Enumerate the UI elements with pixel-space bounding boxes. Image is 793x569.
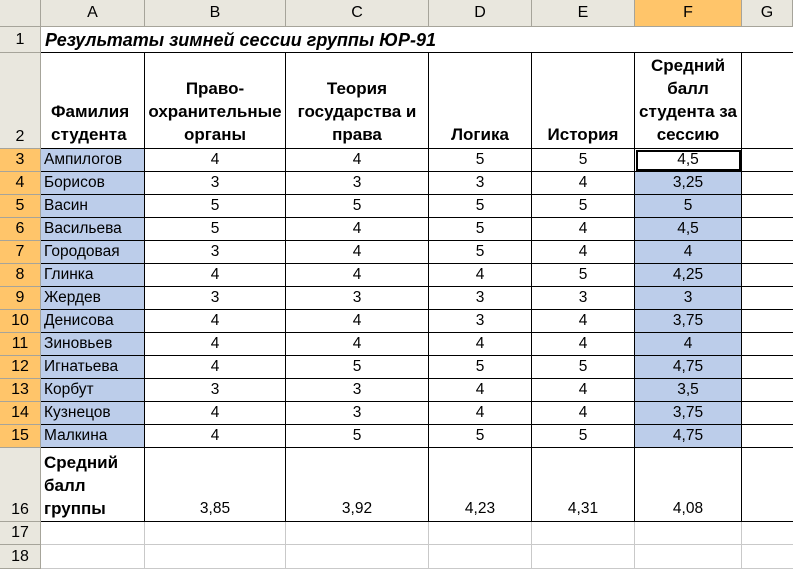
row-header-2[interactable]: 2 xyxy=(0,53,41,149)
average-cell[interactable]: 4,75 xyxy=(635,356,742,379)
grade-cell[interactable]: 5 xyxy=(286,425,429,448)
average-cell[interactable]: 3,5 xyxy=(635,379,742,402)
sheet-title-cell[interactable]: Результаты зимней сессии группы ЮР-91 xyxy=(41,27,793,53)
grade-cell[interactable]: 4 xyxy=(532,402,635,425)
group-average-label[interactable]: Средний балл группы xyxy=(41,448,145,522)
header-cell-d[interactable]: Логика xyxy=(429,53,532,149)
grade-cell[interactable]: 4 xyxy=(145,310,286,333)
grade-cell[interactable]: 4 xyxy=(145,149,286,172)
grade-cell[interactable]: 4 xyxy=(532,218,635,241)
grade-cell[interactable]: 4 xyxy=(145,264,286,287)
empty-cell[interactable] xyxy=(429,522,532,545)
student-name-cell[interactable]: Борисов xyxy=(41,172,145,195)
row-header[interactable]: 8 xyxy=(0,264,41,287)
student-name-cell[interactable]: Кузнецов xyxy=(41,402,145,425)
active-average-cell[interactable]: 4,5 xyxy=(635,149,742,172)
grade-cell[interactable]: 4 xyxy=(286,241,429,264)
row-header[interactable]: 11 xyxy=(0,333,41,356)
grade-cell[interactable]: 4 xyxy=(145,356,286,379)
grade-cell[interactable]: 4 xyxy=(532,333,635,356)
empty-cell[interactable] xyxy=(635,522,742,545)
empty-cell[interactable] xyxy=(742,402,793,425)
student-name-cell[interactable]: Жердев xyxy=(41,287,145,310)
average-cell[interactable]: 4,75 xyxy=(635,425,742,448)
select-all-corner[interactable] xyxy=(0,0,41,27)
group-average-value[interactable]: 3,85 xyxy=(145,448,286,522)
row-header[interactable]: 15 xyxy=(0,425,41,448)
grade-cell[interactable]: 4 xyxy=(532,379,635,402)
student-name-cell[interactable]: Игнатьева xyxy=(41,356,145,379)
average-cell[interactable]: 4,5 xyxy=(635,218,742,241)
grade-cell[interactable]: 5 xyxy=(429,149,532,172)
header-cell-c[interactable]: Теория государства и права xyxy=(286,53,429,149)
row-header-17[interactable]: 17 xyxy=(0,522,41,545)
row-header[interactable]: 3 xyxy=(0,149,41,172)
average-cell[interactable]: 3,75 xyxy=(635,310,742,333)
grade-cell[interactable]: 5 xyxy=(429,195,532,218)
row-header[interactable]: 13 xyxy=(0,379,41,402)
empty-cell[interactable] xyxy=(286,545,429,569)
row-header-1[interactable]: 1 xyxy=(0,27,41,53)
average-cell[interactable]: 4,25 xyxy=(635,264,742,287)
grade-cell[interactable]: 5 xyxy=(429,241,532,264)
empty-cell[interactable] xyxy=(429,545,532,569)
row-header[interactable]: 4 xyxy=(0,172,41,195)
average-cell[interactable]: 4 xyxy=(635,241,742,264)
empty-cell[interactable] xyxy=(742,425,793,448)
row-header-16[interactable]: 16 xyxy=(0,448,41,522)
average-cell[interactable]: 5 xyxy=(635,195,742,218)
grade-cell[interactable]: 5 xyxy=(532,195,635,218)
grade-cell[interactable]: 5 xyxy=(532,425,635,448)
group-average-value[interactable]: 4,08 xyxy=(635,448,742,522)
grade-cell[interactable]: 4 xyxy=(145,402,286,425)
column-header-d[interactable]: D xyxy=(429,0,532,27)
empty-cell[interactable] xyxy=(742,149,793,172)
grade-cell[interactable]: 4 xyxy=(429,333,532,356)
grade-cell[interactable]: 4 xyxy=(429,402,532,425)
grade-cell[interactable]: 3 xyxy=(286,287,429,310)
grade-cell[interactable]: 4 xyxy=(286,333,429,356)
column-header-g[interactable]: G xyxy=(742,0,793,27)
header-cell-name[interactable]: Фамилия студента xyxy=(41,53,145,149)
row-header[interactable]: 12 xyxy=(0,356,41,379)
empty-cell[interactable] xyxy=(742,333,793,356)
column-header-c[interactable]: C xyxy=(286,0,429,27)
group-average-value[interactable]: 4,31 xyxy=(532,448,635,522)
grade-cell[interactable]: 5 xyxy=(145,218,286,241)
empty-cell[interactable] xyxy=(742,310,793,333)
grade-cell[interactable]: 5 xyxy=(429,356,532,379)
grade-cell[interactable]: 4 xyxy=(286,310,429,333)
grade-cell[interactable]: 3 xyxy=(429,172,532,195)
row-header[interactable]: 14 xyxy=(0,402,41,425)
average-cell[interactable]: 3,25 xyxy=(635,172,742,195)
column-header-a[interactable]: A xyxy=(41,0,145,27)
grade-cell[interactable]: 4 xyxy=(286,149,429,172)
header-cell-e[interactable]: История xyxy=(532,53,635,149)
group-average-value[interactable]: 4,23 xyxy=(429,448,532,522)
row-header[interactable]: 6 xyxy=(0,218,41,241)
row-header[interactable]: 10 xyxy=(0,310,41,333)
grade-cell[interactable]: 3 xyxy=(286,379,429,402)
student-name-cell[interactable]: Корбут xyxy=(41,379,145,402)
empty-cell[interactable] xyxy=(742,53,793,149)
header-cell-f[interactable]: Средний балл студента за сессию xyxy=(635,53,742,149)
header-cell-b[interactable]: Право-охранительные органы xyxy=(145,53,286,149)
grade-cell[interactable]: 5 xyxy=(429,425,532,448)
empty-cell[interactable] xyxy=(145,545,286,569)
empty-cell[interactable] xyxy=(742,218,793,241)
empty-cell[interactable] xyxy=(532,545,635,569)
empty-cell[interactable] xyxy=(742,356,793,379)
grade-cell[interactable]: 4 xyxy=(145,333,286,356)
grade-cell[interactable]: 3 xyxy=(532,287,635,310)
student-name-cell[interactable]: Ампилогов xyxy=(41,149,145,172)
column-header-f[interactable]: F xyxy=(635,0,742,27)
student-name-cell[interactable]: Васин xyxy=(41,195,145,218)
row-header[interactable]: 9 xyxy=(0,287,41,310)
grade-cell[interactable]: 4 xyxy=(286,264,429,287)
empty-cell[interactable] xyxy=(41,545,145,569)
empty-cell[interactable] xyxy=(742,287,793,310)
empty-cell[interactable] xyxy=(532,522,635,545)
grade-cell[interactable]: 5 xyxy=(286,195,429,218)
grade-cell[interactable]: 3 xyxy=(145,241,286,264)
empty-cell[interactable] xyxy=(41,522,145,545)
group-average-value[interactable]: 3,92 xyxy=(286,448,429,522)
row-header[interactable]: 5 xyxy=(0,195,41,218)
grade-cell[interactable]: 3 xyxy=(286,402,429,425)
column-header-b[interactable]: B xyxy=(145,0,286,27)
row-header-18[interactable]: 18 xyxy=(0,545,41,569)
row-header[interactable]: 7 xyxy=(0,241,41,264)
grade-cell[interactable]: 5 xyxy=(429,218,532,241)
student-name-cell[interactable]: Глинка xyxy=(41,264,145,287)
average-cell[interactable]: 4 xyxy=(635,333,742,356)
empty-cell[interactable] xyxy=(742,264,793,287)
grade-cell[interactable]: 3 xyxy=(145,379,286,402)
empty-cell[interactable] xyxy=(145,522,286,545)
grade-cell[interactable]: 3 xyxy=(145,287,286,310)
grade-cell[interactable]: 3 xyxy=(145,172,286,195)
grade-cell[interactable]: 4 xyxy=(532,172,635,195)
grade-cell[interactable]: 5 xyxy=(532,356,635,379)
grade-cell[interactable]: 4 xyxy=(429,379,532,402)
student-name-cell[interactable]: Васильева xyxy=(41,218,145,241)
student-name-cell[interactable]: Городовая xyxy=(41,241,145,264)
empty-cell[interactable] xyxy=(286,522,429,545)
grade-cell[interactable]: 4 xyxy=(429,264,532,287)
student-name-cell[interactable]: Денисова xyxy=(41,310,145,333)
student-name-cell[interactable]: Зиновьев xyxy=(41,333,145,356)
grade-cell[interactable]: 4 xyxy=(532,241,635,264)
grade-cell[interactable]: 5 xyxy=(532,149,635,172)
grade-cell[interactable]: 4 xyxy=(286,218,429,241)
empty-cell[interactable] xyxy=(742,522,793,545)
column-header-e[interactable]: E xyxy=(532,0,635,27)
average-cell[interactable]: 3,75 xyxy=(635,402,742,425)
empty-cell[interactable] xyxy=(742,195,793,218)
empty-cell[interactable] xyxy=(742,172,793,195)
empty-cell[interactable] xyxy=(742,545,793,569)
grade-cell[interactable]: 5 xyxy=(145,195,286,218)
empty-cell[interactable] xyxy=(742,448,793,522)
grade-cell[interactable]: 3 xyxy=(286,172,429,195)
grade-cell[interactable]: 4 xyxy=(145,425,286,448)
empty-cell[interactable] xyxy=(742,241,793,264)
student-name-cell[interactable]: Малкина xyxy=(41,425,145,448)
average-cell[interactable]: 3 xyxy=(635,287,742,310)
empty-cell[interactable] xyxy=(742,379,793,402)
grade-cell[interactable]: 4 xyxy=(532,310,635,333)
grade-cell[interactable]: 5 xyxy=(286,356,429,379)
grade-cell[interactable]: 5 xyxy=(532,264,635,287)
grade-cell[interactable]: 3 xyxy=(429,287,532,310)
empty-cell[interactable] xyxy=(635,545,742,569)
grade-cell[interactable]: 3 xyxy=(429,310,532,333)
